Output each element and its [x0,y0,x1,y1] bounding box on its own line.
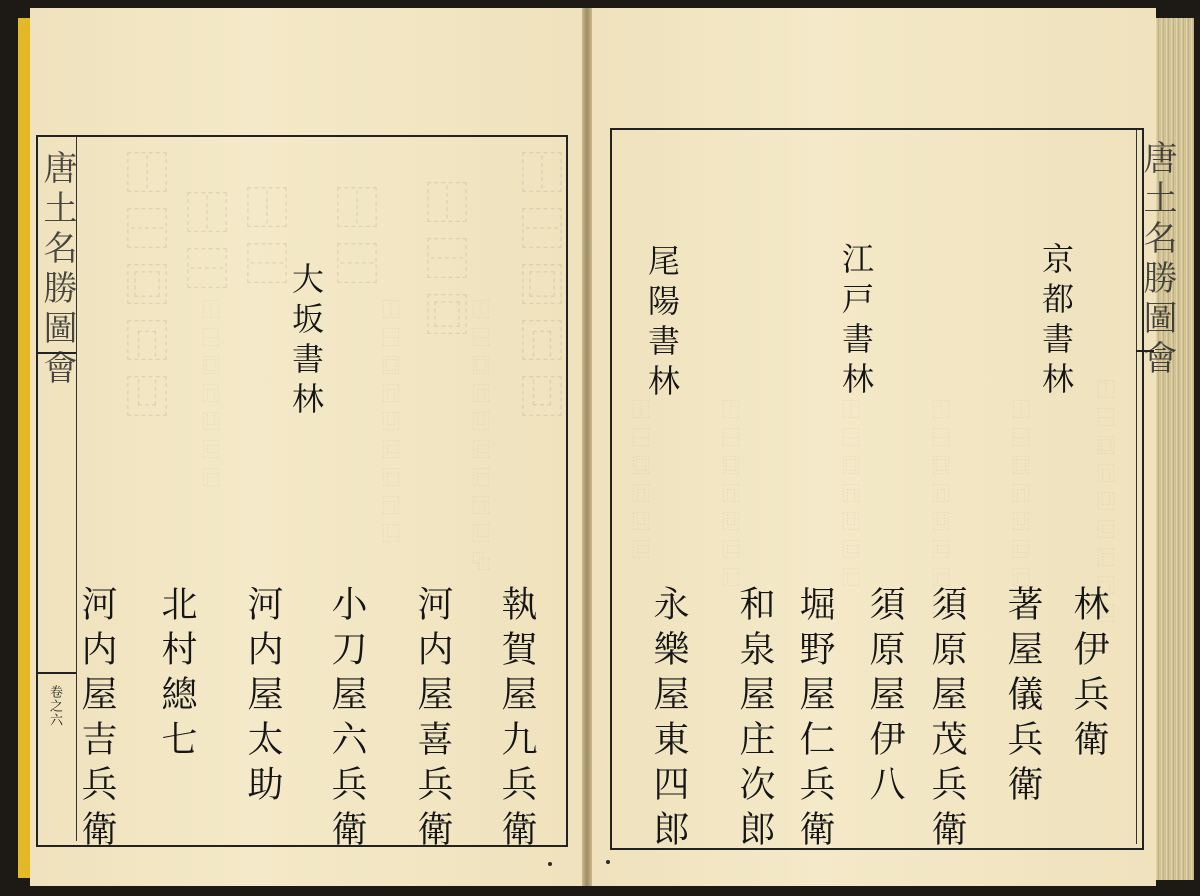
left-edge-title: 唐土名勝圖會 [37,150,77,390]
publisher-entry: 堀野屋仁兵衛 [794,585,835,855]
show-through-text: ⿰⿱⿴⿵⿶⿷⿸ [719,400,740,596]
publisher-entry: 河内屋吉兵衛 [76,585,117,855]
publisher-entry: 永樂屋東四郎 [648,585,689,855]
show-through-text: ⿰⿱⿴⿵⿶⿷ [629,400,650,568]
publisher-entry: 須原屋茂兵衛 [926,585,967,855]
show-through-text: ⿰⿱ [327,185,378,297]
show-through-text: ⿰⿱⿴⿵⿶⿷⿸ [839,400,860,596]
owari-heading: 尾陽書林 [643,244,681,404]
osaka-heading: 大坂書林 [287,262,325,422]
publisher-entry: 須原屋伊八 [864,585,905,810]
book-gutter [582,8,592,886]
publisher-entry: 和泉屋庄次郎 [734,585,775,855]
left-margin-divider [36,672,76,674]
show-through-text: ⿰⿱ [237,185,288,297]
show-through-text: ⿰⿱⿴⿵⿶ [512,150,563,430]
show-through-text: ⿰⿱⿴⿵⿶⿷⿸⿹⿺ [1094,380,1115,632]
publisher-entry: 林伊兵衛 [1068,585,1109,765]
show-through-text: ⿰⿱⿴⿵⿶⿷⿸⿹⿺⿻ [469,300,490,580]
publisher-entry: 執賀屋九兵衛 [496,585,537,855]
show-through-text: ⿰⿱⿴⿵⿶⿷⿸ [199,300,220,496]
binding-hole [606,860,610,864]
show-through-text: ⿰⿱⿴⿵⿶ [117,150,168,430]
publisher-entry: 小刀屋六兵衛 [326,585,367,855]
publisher-entry: 河内屋喜兵衛 [412,585,453,855]
publisher-entry: 北村總七 [156,585,197,765]
binding-hole [548,862,552,866]
right-edge-title: 唐土名勝圖會 [1137,140,1177,380]
edo-heading: 江戸書林 [837,242,875,402]
show-through-text: ⿰⿱⿴⿵⿶⿷⿸⿹⿺ [379,300,400,552]
show-through-text: ⿰⿱⿴⿵⿶⿷⿸⿹ [1009,400,1030,624]
kyoto-heading: 京都書林 [1037,242,1075,402]
show-through-text: ⿰⿱⿴⿵⿶⿷⿸⿹ [929,400,950,624]
show-through-text: ⿰⿱ [177,190,228,302]
publisher-entry: 著屋儀兵衛 [1002,585,1043,810]
left-volume-label: 卷之六 [47,685,62,727]
publisher-entry: 河内屋太助 [242,585,283,810]
show-through-text: ⿰⿱⿴ [417,180,468,348]
